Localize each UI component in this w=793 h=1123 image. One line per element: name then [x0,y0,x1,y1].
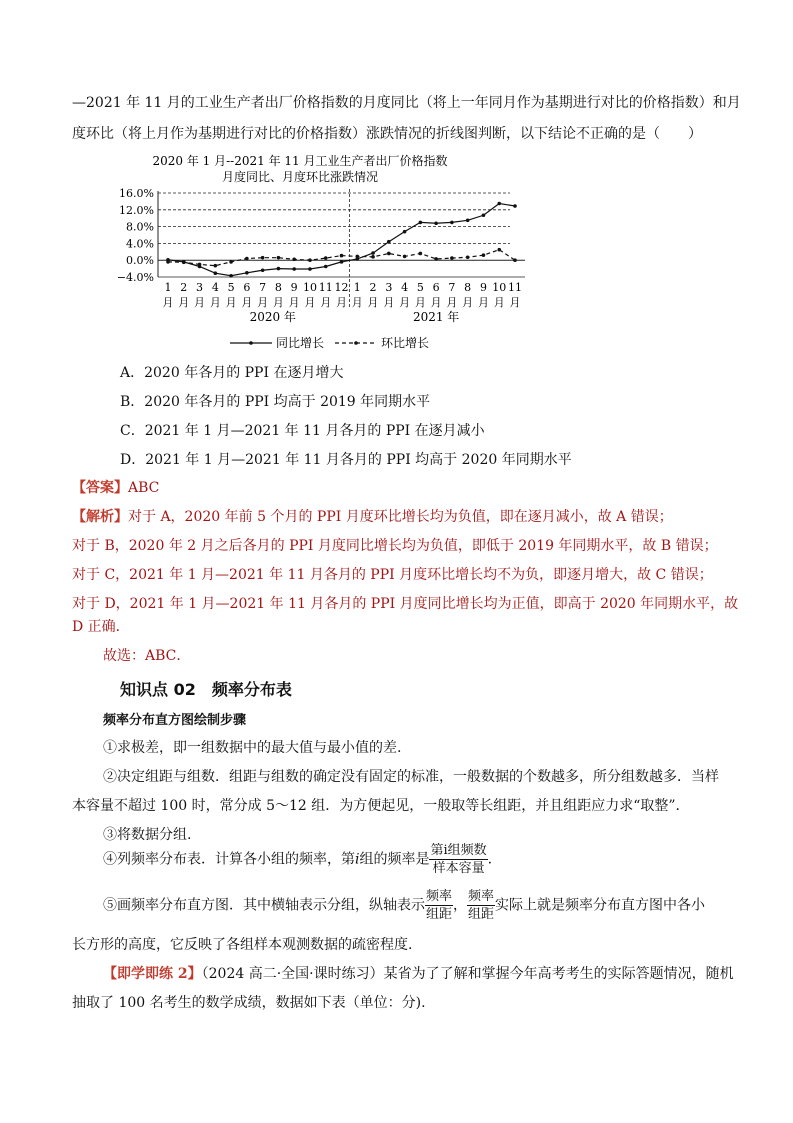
analysis-line-3: 对于 C，2021 年 1 月—2021 年 11 月各月的 PPI 月度环比增长均不为负，即逐月增大，故 C 错误； [72,567,713,583]
x-tick-month-number: 6 [243,281,251,294]
data-point [403,230,407,234]
steps-heading: 频率分布直方图绘制步骤 [103,713,247,728]
data-point [450,221,454,225]
x-tick-month-unit: 月 [462,296,474,309]
x-tick-month-number: 11 [318,281,333,294]
data-point [513,204,517,208]
x-tick-month-number: 7 [448,281,456,294]
fraction-denominator: 组距 [426,907,453,922]
step-4-mid: 组的频率是 [359,851,430,868]
question-line-2: 度环比（将上月作为基期进行对比的价格指数）涨跌情况的折线图判断，以下结论不正确的是（ ） [72,126,702,142]
x-tick-month-number: 6 [432,281,440,294]
analysis-line-1 [72,506,673,526]
data-point [387,240,391,244]
x-tick-month-unit: 月 [446,296,458,309]
x-tick-month-unit: 月 [209,296,221,309]
data-point [308,258,312,262]
chart-grid [158,193,510,243]
data-point [245,271,249,275]
data-point [419,252,423,256]
option-a: A．2020 年各月的 PPI 在逐月增大 [120,365,344,381]
fraction-denominator: 样本容量 [432,861,485,876]
analysis-choose: 故选：ABC． [103,648,191,664]
ppi-line-chart [100,150,530,355]
x-tick-month-number: 8 [464,281,472,294]
data-point [403,255,407,259]
data-point [214,264,218,268]
answer-row [72,477,159,497]
exercise-text-a: （2024 高二·全国·课时练习）某省为了了解和掌握今年高考考生的实际答题情况，随机 [201,966,734,982]
y-tick-label: 8.0% [126,220,154,234]
data-point [277,256,281,260]
x-tick-month-unit: 月 [477,296,489,309]
x-tick-month-number: 10 [302,281,317,294]
x-tick-month-number: 11 [508,281,522,294]
exercise-tag: 【即学即练 2】 [103,966,202,982]
data-point [497,202,501,206]
data-point [466,219,470,223]
data-point [450,256,454,260]
analysis-line-2: 对于 B，2020 年 2 月之后各月的 PPI 月度同比增长均为负值，即低于 2019 年同期水平，故 B 错误； [72,538,718,554]
analysis-line-4: 对于 D，2021 年 1 月—2021 年 11 月各月的 PPI 月度同比增长均为正值，即高于 2020 年同期水平，故 [72,596,739,612]
step-1: ①求极差，即一组数据中的最大值与最小值的差. [103,740,402,756]
x-tick-month-number: 3 [385,281,393,294]
analysis-text-a: 对于 A，2020 年前 5 个月的 PPI 月度环比增长均为负值，即在逐月减小，故 A 错误； [128,509,673,525]
y-tick-label: 0.0% [126,254,154,268]
frequency-per-width-fraction [425,888,453,923]
step-5-prefix: ⑤画频率分布直方图．其中横轴表示分组，纵轴表示 [103,897,425,914]
data-point [308,267,312,271]
fraction-denominator: 组距 [468,907,495,922]
x-tick-month-unit: 月 [336,296,347,309]
legend-marker-yoy [249,341,253,345]
x-tick-month-number: 7 [259,281,267,294]
data-point [324,265,328,269]
fraction-numerator: 频率 [426,889,453,904]
data-point [340,260,344,264]
x-tick-month-number: 5 [227,281,235,294]
x-tick-month-unit: 月 [383,296,395,309]
x-tick-month-unit: 月 [162,296,174,309]
x-tick-month-unit: 月 [241,296,253,309]
legend-marker-mom [354,341,358,345]
x-tick-month-unit: 月 [288,296,300,309]
x-tick-month-number: 3 [196,281,204,294]
group-frequency-fraction [429,842,487,877]
frequency-per-width-fraction-2 [467,888,495,923]
x-tick-month-unit: 月 [320,296,332,309]
analysis-line-5: D 正确． [72,619,130,635]
x-tick-month-number: 5 [416,281,424,294]
data-point [324,256,328,260]
data-point [245,257,249,261]
data-point [277,267,281,271]
option-c: C．2021 年 1 月—2021 年 11 月各月的 PPI 在逐月减小 [120,423,485,439]
data-point [419,221,423,225]
data-point [482,253,486,257]
x-tick-month-unit: 月 [304,296,316,309]
step-5-suffix: 实际上就是频率分布直方图中各小 [495,897,706,914]
x-tick-month-number: 4 [211,281,219,294]
x-tick-month-unit: 月 [367,296,379,309]
step-3: ③将数据分组. [103,827,192,843]
step-2-line-2: 本容量不超过 100 时，常分成 5～12 组．为方便起见，一般取等长组距，并且组距应力求“取整”． [72,798,690,814]
x-tick-month-number: 2 [180,281,188,294]
data-point [214,271,218,275]
step-4-prefix: ④列频率分布表．计算各小组的频率，第 [103,851,355,868]
x-tick-month-unit: 月 [430,296,442,309]
y-axis-ticks [117,187,154,284]
data-point [371,251,375,255]
step-4-end: . [487,851,493,868]
year-label-2020: 2020 年 [249,310,296,324]
step-4 [103,842,492,877]
chart-series [166,202,517,278]
y-tick-label: −4.0% [116,271,154,284]
x-tick-month-number: 9 [290,281,298,294]
step-5-line-2: 长方形的高度，它反映了各组样本观测数据的疏密程度. [72,937,413,953]
y-tick-label: 12.0% [119,203,154,217]
chart-title: 2020 年 1 月--2021 年 11 月工业生产者出厂价格指数 [152,154,448,168]
step-5-comma: ， [453,897,468,914]
x-tick-month-number: 4 [401,281,409,294]
analysis-label: 【解析】 [72,509,128,525]
y-tick-label: 16.0% [119,187,154,200]
x-axis-ticks [163,281,523,324]
x-tick-month-number: 8 [274,281,282,294]
x-tick-month-unit: 月 [493,296,505,309]
x-tick-month-unit: 月 [194,296,206,309]
data-point [261,256,265,260]
chart-subtitle: 月度同比、月度环比涨跌情况 [221,170,379,184]
exercise-line-1 [103,963,734,983]
x-tick-month-unit: 月 [509,296,521,309]
fraction-numerator: 第i组频数 [430,843,487,858]
data-point [434,221,438,225]
data-point [497,248,501,252]
exercise-line-2: 抽取了 100 名考生的数学成绩，数据如下表（单位：分). [72,995,426,1011]
option-b: B．2020 年各月的 PPI 均高于 2019 年同期水平 [120,394,431,410]
x-tick-month-unit: 月 [225,296,237,309]
step-2-line-1: ②决定组距与组数．组距与组数的确定没有固定的标准，一般数据的个数越多，所分组数越多．当样 [103,769,719,785]
data-point [371,255,375,259]
x-tick-month-number: 2 [369,281,377,294]
x-tick-month-number: 1 [353,281,361,294]
x-tick-month-number: 10 [492,281,507,294]
x-tick-month-unit: 月 [272,296,284,309]
data-point [292,258,296,262]
x-tick-month-number: 12 [334,281,349,294]
data-point [340,254,344,258]
section-title: 知识点 02 频率分布表 [120,680,292,699]
x-tick-month-unit: 月 [414,296,426,309]
option-d: D．2021 年 1 月—2021 年 11 月各月的 PPI 均高于 2020 年同期水平 [120,452,572,468]
data-point [355,255,359,259]
data-point [198,263,202,267]
chart-legend [230,336,429,350]
data-point [482,213,486,217]
x-tick-month-unit: 月 [351,296,363,309]
step-5-line-1 [103,888,705,923]
x-tick-month-unit: 月 [178,296,190,309]
data-point [182,261,186,265]
y-tick-label: 4.0% [126,237,154,251]
data-point [466,255,470,259]
answer-value: ABC [128,480,160,496]
data-point [229,274,233,278]
legend-label-mom: 环比增长 [381,336,430,350]
data-point [229,260,233,264]
x-tick-month-unit: 月 [399,296,411,309]
x-tick-month-number: 9 [479,281,487,294]
step-4-index: i [355,851,360,868]
data-point [513,258,517,262]
answer-label: 【答案】 [72,480,128,496]
year-label-2021: 2021 年 [412,310,460,324]
data-point [261,268,265,272]
fraction-numerator: 频率 [468,889,495,904]
question-line-1: —2021 年 11 月的工业生产者出厂价格指数的月度同比（将上一年同月作为基期进行对比的价格指数）和月 [72,95,741,111]
data-point [387,252,391,256]
data-point [434,257,438,261]
x-tick-month-unit: 月 [257,296,269,309]
data-point [292,267,296,271]
x-tick-month-number: 1 [164,281,172,294]
data-point [166,260,170,264]
legend-label-yoy: 同比增长 [276,336,325,350]
